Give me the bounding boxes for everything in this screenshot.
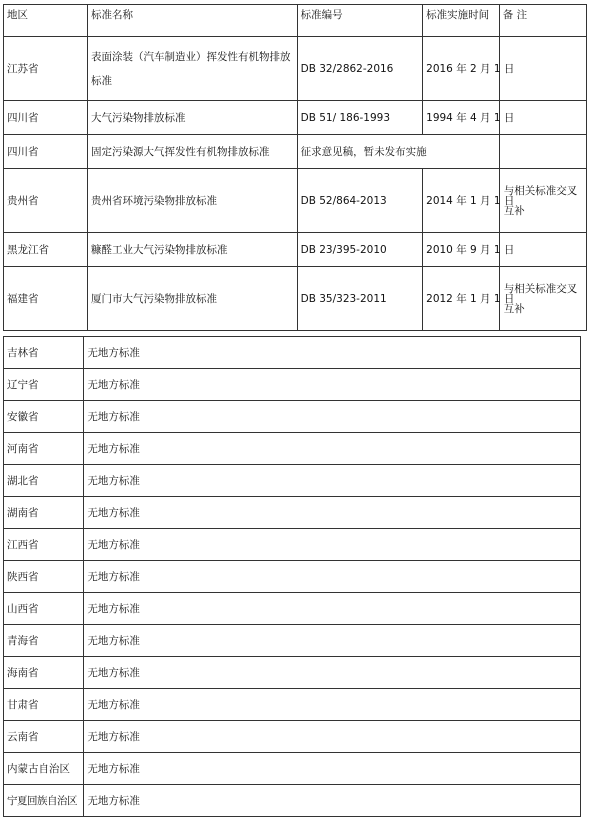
table-row — [4, 233, 587, 267]
standards-table — [3, 4, 587, 331]
cell-region: 黑龙江省 — [4, 233, 88, 267]
table-row — [4, 529, 581, 561]
cell-region: 湖北省 — [4, 465, 84, 497]
cell-status: 无地方标准 — [84, 753, 581, 785]
cell-status: 无地方标准 — [84, 785, 581, 817]
header-name: 标准名称 — [88, 5, 298, 37]
cell-status: 无地方标准 — [84, 721, 581, 753]
cell-region: 贵州省 — [4, 169, 88, 233]
table-header-row — [4, 5, 587, 37]
cell-region: 四川省 — [4, 135, 88, 169]
cell-date: 2010 年 9 月 1 日 — [423, 233, 500, 267]
cell-code: DB 52/864-2013 — [297, 169, 423, 233]
cell-status: 无地方标准 — [84, 433, 581, 465]
header-date: 标准实施时间 — [423, 5, 500, 37]
cell-region: 陕西省 — [4, 561, 84, 593]
cell-region: 福建省 — [4, 267, 88, 331]
header-region: 地区 — [4, 5, 88, 37]
cell-region: 山西省 — [4, 593, 84, 625]
table-row — [4, 625, 581, 657]
cell-date: 2016 年 2 月 1 日 — [423, 37, 500, 101]
table-row — [4, 401, 581, 433]
cell-status: 无地方标准 — [84, 625, 581, 657]
table-row — [4, 689, 581, 721]
cell-date: 2012 年 1 月 1 日 — [423, 267, 500, 331]
cell-region: 内蒙古自治区 — [4, 753, 84, 785]
cell-remark: 与相关标准交叉互补 — [499, 169, 586, 233]
cell-name: 表面涂装（汽车制造业）挥发性有机物排放标准 — [88, 37, 298, 101]
table-row — [4, 465, 581, 497]
cell-status: 无地方标准 — [84, 465, 581, 497]
table-row — [4, 657, 581, 689]
cell-status: 无地方标准 — [84, 497, 581, 529]
cell-status: 无地方标准 — [84, 561, 581, 593]
cell-status: 无地方标准 — [84, 529, 581, 561]
cell-region: 青海省 — [4, 625, 84, 657]
cell-remark: 与相关标准交叉互补 — [499, 267, 586, 331]
cell-region: 四川省 — [4, 101, 88, 135]
no-standard-table — [3, 336, 581, 817]
cell-region: 辽宁省 — [4, 369, 84, 401]
cell-name: 厦门市大气污染物排放标准 — [88, 267, 298, 331]
table-row — [4, 593, 581, 625]
cell-code: DB 35/323-2011 — [297, 267, 423, 331]
table-row — [4, 369, 581, 401]
table-row — [4, 561, 581, 593]
table-row — [4, 135, 587, 169]
cell-region: 云南省 — [4, 721, 84, 753]
cell-code: DB 32/2862-2016 — [297, 37, 423, 101]
cell-status: 无地方标准 — [84, 337, 581, 369]
cell-name: 糠醛工业大气污染物排放标准 — [88, 233, 298, 267]
cell-status: 无地方标准 — [84, 401, 581, 433]
table-row — [4, 101, 587, 135]
table-row — [4, 785, 581, 817]
cell-code-text: 征求意见稿，暂未发布实施 — [300, 145, 427, 158]
cell-region: 吉林省 — [4, 337, 84, 369]
cell-region: 江苏省 — [4, 37, 88, 101]
cell-date: 1994 年 4 月 1 日 — [423, 101, 500, 135]
cell-remark — [499, 135, 586, 169]
cell-region: 江西省 — [4, 529, 84, 561]
header-code: 标准编号 — [297, 5, 423, 37]
table-row — [4, 337, 581, 369]
cell-code: DB 23/395-2010 — [297, 233, 423, 267]
cell-code: DB 51/ 186-1993 — [297, 101, 423, 135]
cell-region: 安徽省 — [4, 401, 84, 433]
table-row — [4, 753, 581, 785]
header-remark: 备 注 — [499, 5, 586, 37]
cell-status: 无地方标准 — [84, 657, 581, 689]
cell-name: 贵州省环境污染物排放标准 — [88, 169, 298, 233]
cell-region: 河南省 — [4, 433, 84, 465]
table-row — [4, 169, 587, 233]
table-row — [4, 497, 581, 529]
table-row — [4, 721, 581, 753]
cell-region: 湖南省 — [4, 497, 84, 529]
cell-status: 无地方标准 — [84, 593, 581, 625]
cell-name: 固定污染源大气挥发性有机物排放标准 — [88, 135, 298, 169]
cell-region: 宁夏回族自治区 — [4, 785, 84, 817]
cell-name: 大气污染物排放标准 — [88, 101, 298, 135]
cell-status: 无地方标准 — [84, 369, 581, 401]
cell-code — [297, 135, 499, 169]
table-row — [4, 37, 587, 101]
table-row — [4, 433, 581, 465]
cell-region: 甘肃省 — [4, 689, 84, 721]
table-row — [4, 267, 587, 331]
cell-date: 2014 年 1 月 1 日 — [423, 169, 500, 233]
cell-region: 海南省 — [4, 657, 84, 689]
cell-status: 无地方标准 — [84, 689, 581, 721]
